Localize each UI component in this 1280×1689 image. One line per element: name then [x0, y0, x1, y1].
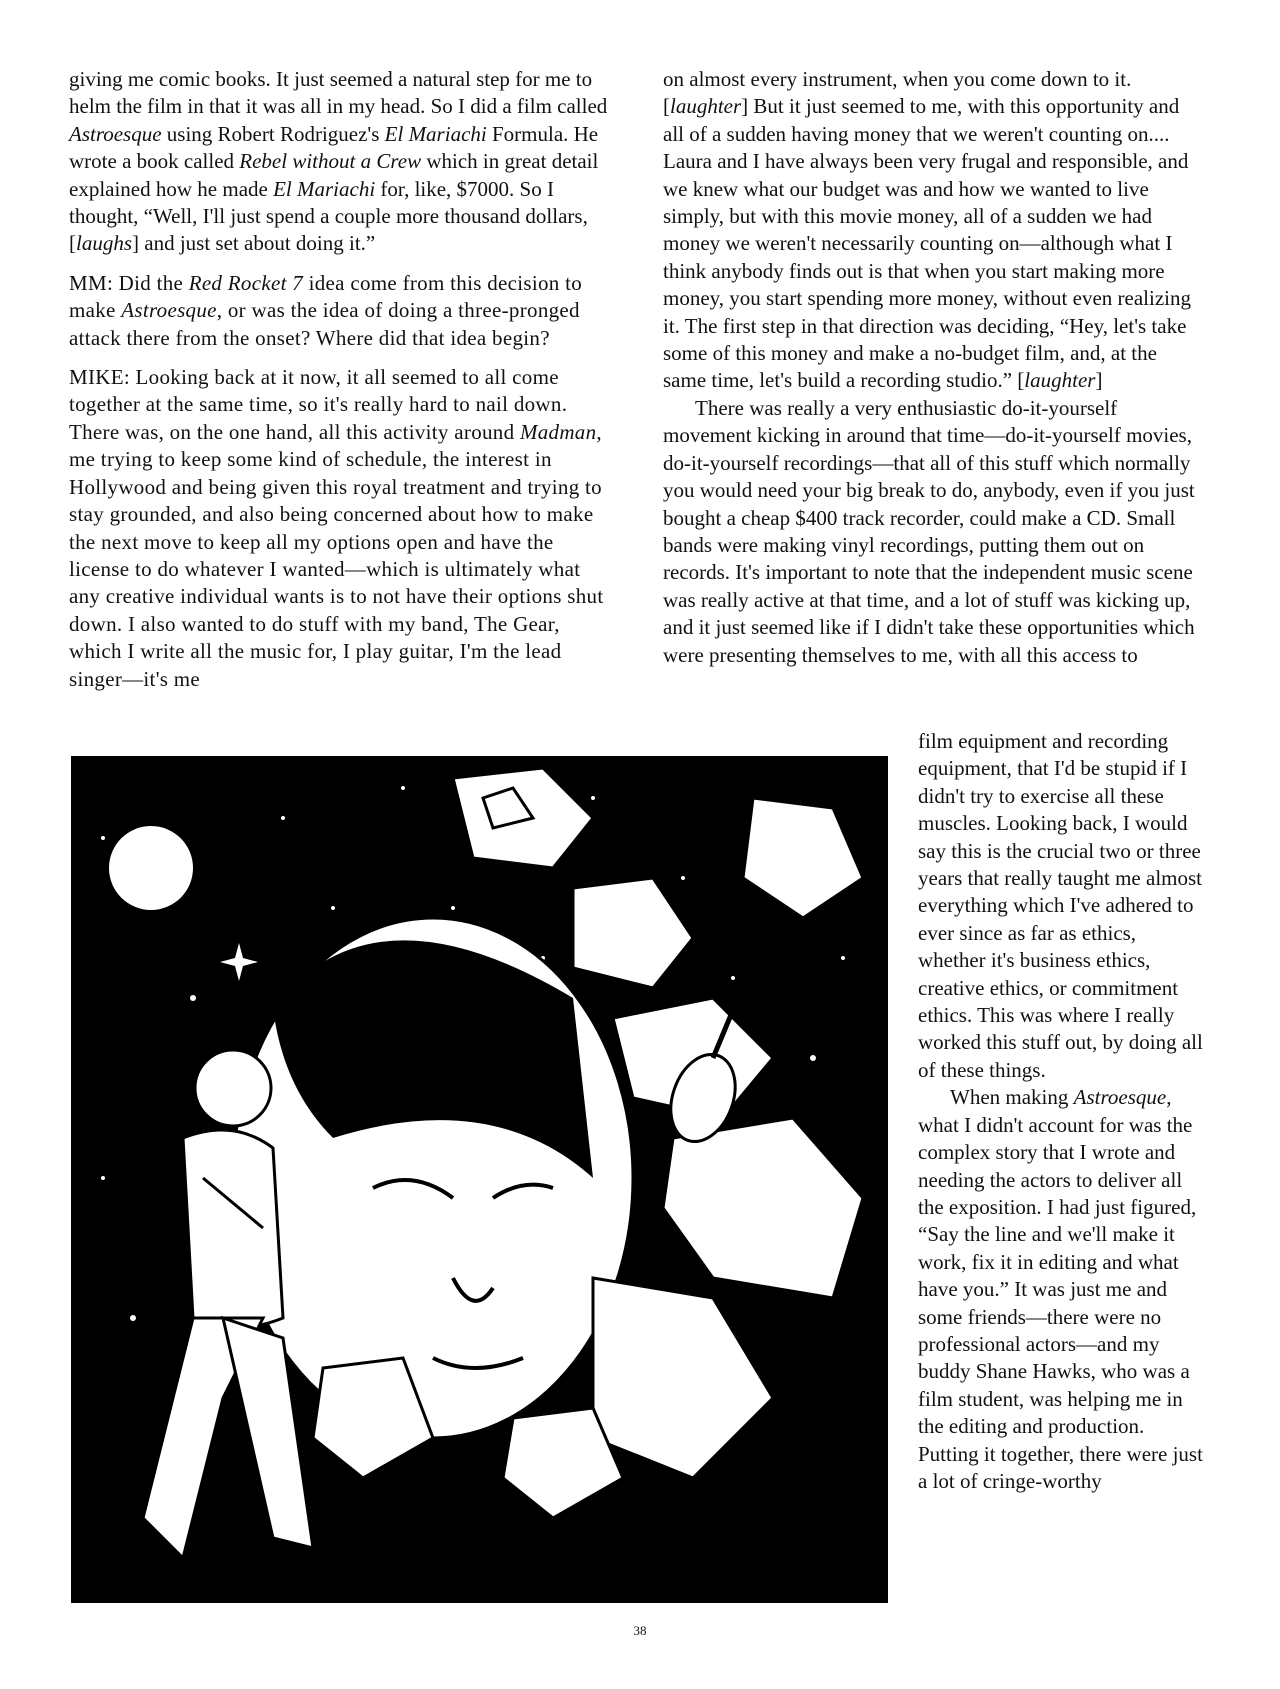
interview-question: MM: Did the Red Rocket 7 idea come from this decision to make Astroesque, or was the idea of doing a three-pronged attack there from the onset? Where did that idea begin? — [69, 270, 583, 350]
italic-text: Astroesque — [121, 298, 217, 323]
italic-text: laughter — [670, 94, 742, 119]
italic-text: Rebel without a Crew — [239, 149, 422, 174]
italic-text: Madman — [519, 419, 597, 444]
italic-text: Astroesque — [69, 121, 162, 146]
italic-text: El Mariachi — [273, 176, 376, 201]
right-narrow-text-column — [918, 728, 1208, 1495]
paragraph: When making Astroesque, what I didn't account for was the complex story that I wrote and needing the actors to deliver all the exposition. I had just figured, “Say the line and we'll make it work, fix it in editing and what have you.” It was just me and some friends—there were no professional actors—and my buddy Shane Hawks, who was a film student, was helping me in the editing and production. Putting it together, there were just a lot of cringe-worthy — [918, 1085, 1203, 1493]
italic-text: Astroesque — [1073, 1085, 1167, 1110]
paragraph: on almost every instrument, when you come down to it. [laughter] But it just seemed to me, with this opportunity and all of a sudden having money that we weren't counting on.... Laura and I have always been very frugal and responsible, and we knew what our budget was and how we wanted to live simply, but with this movie money, all of a sudden we had money we weren't necessarily counting on—although what I think anybody finds out is that when you start making more money, you start spending more money, without even realizing it. The first step in that direction was deciding, “Hey, let's take some of this money and make a no-budget film, and, at the same time, let's build a recording studio.” [laughter] — [663, 67, 1191, 393]
italic-text: El Mariachi — [384, 121, 487, 146]
italic-text: laughter — [1024, 368, 1096, 393]
page-number: 38 — [633, 1623, 647, 1638]
paragraph: giving me comic books. It just seemed a natural step for me to helm the film in that it was all in my head. So I did a film called Astroesque using Robert Rodriguez's El Mariachi Formula. He wrote a book called Rebel without a Crew which in great detail explained how he made El Mariachi for, like, $7000. So I thought, “Well, I'll just spend a couple more thousand dollars, [laughs] and just set about doing it.” — [69, 67, 608, 256]
paragraph: There was really a very enthusiastic do-it-yourself movement kicking in around that time—do-it-yourself movies, do-it-yourself recordings—that all of this stuff which normally you would need your big break to do, anybody, even if you just bought a cheap $400 track recorder, could make a CD. Small bands were making vinyl recordings, putting them out on records. It's important to note that the independent music scene was really active at that time, and a lot of stuff was kicking up, and it just seemed like if I didn't take these opportunities which were presenting themselves to me, with all this access to — [663, 395, 1195, 667]
paragraph-continued: film equipment and recording equipment, that I'd be stupid if I didn't try to exercise all these muscles. Looking back, I would say this is the crucial two or three years that really taught me almost everything which I've adhered to ever since as far as ethics, whether it's business ethics, creative ethics, or commitment ethics. This was where I really worked this stuff out, by doing all of these things. — [918, 729, 1203, 1082]
moon — [109, 826, 193, 910]
right-text-column — [663, 66, 1203, 669]
italic-text: laughs — [76, 231, 133, 256]
italic-text: Red Rocket 7 — [188, 270, 304, 295]
comic-illustration — [71, 756, 888, 1603]
left-text-column — [69, 66, 609, 693]
interview-answer: MIKE: Looking back at it now, it all seemed to all come together at the same time, so it's really hard to nail down. There was, on the one hand, all this activity around Madman, me trying to keep some kind of schedule, the interest in Hollywood and being given this royal treatment and trying to stay grounded, and also being concerned about how to make the next move to keep all my options open and have the license to do whatever I wanted—which is ultimately what any creative individual wants is to not have their options shut down. I also wanted to do stuff with my band, The Gear, which I write all the music for, I play guitar, I'm the lead singer—it's me — [69, 365, 604, 691]
